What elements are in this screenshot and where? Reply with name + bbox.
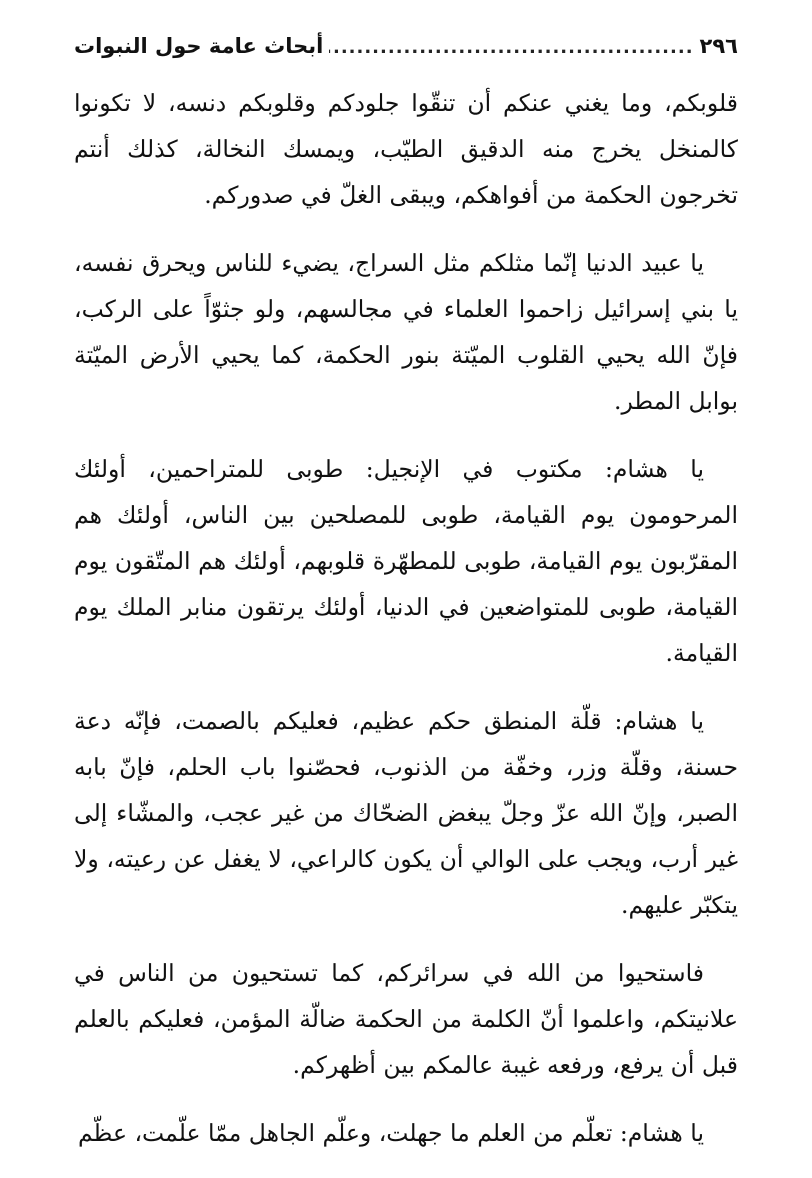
paragraph-1: قلوبكم، وما يغني عنكم أن تنقّوا جلودكم وقلوبكم دنسه، لا تكونوا كالمنخل يخرج منه الدقيق الطيّب، ويمسك النخالة، كذلك أنتم تخرجون الحكمة من أفواهكم، ويبقى الغلّ في صدوركم. [74,89,738,209]
book-page [74,34,738,1178]
paragraph-2: يا عبيد الدنيا إنّما مثلكم مثل السراج، يضيء للناس ويحرق نفسه، يا بني إسرائيل زاحموا العلماء في مجالسهم، ولو جثوّاً على الركب، فإنّ الله يحيي القلوب الميّتة بنور الحكمة، كما يحيي الأرض الميّتة بوابل المطر. [74,249,738,415]
header-leader-dots [329,37,693,58]
body-text [74,80,738,1156]
page-header [74,34,738,80]
paragraph-6: يا هشام: تعلّم من العلم ما جهلت، وعلّم الجاهل ممّا علّمت، عظّم [78,1119,704,1147]
paragraph-3: يا هشام: مكتوب في الإنجيل: طوبى للمتراحمين، أولئك المرحومون يوم القيامة، طوبى للمصلحين بين الناس، أولئك هم المقرّبون يوم القيامة، طوبى للمطهّرة قلوبهم، أولئك هم المتّقون يوم القيامة، طوبى للمتواضعين في الدنيا، أولئك يرتقون منابر الملك يوم القيامة. [74,455,738,667]
page-number: ٢٩٦ [699,34,738,58]
running-title: أبحاث عامة حول النبوات [74,34,324,58]
paragraph-4: يا هشام: قلّة المنطق حكم عظيم، فعليكم بالصمت، فإنّه دعة حسنة، وقلّة وزر، وخفّة من الذنوب، فحصّنوا باب الحلم، فإنّ بابه الصبر، وإنّ الله عزّ وجلّ يبغض الضحّاك من غير عجب، والمشّاء إلى غير أرب، ويجب على الوالي أن يكون كالراعي، لا يغفل عن رعيته، ولا يتكبّر عليهم. [74,707,738,919]
paragraph-5: فاستحيوا من الله في سرائركم، كما تستحيون من الناس في علانيتكم، واعلموا أنّ الكلمة من الحكمة ضالّة المؤمن، فعليكم بالعلم قبل أن يرفع، ورفعه غيبة عالمكم بين أظهركم. [74,959,738,1079]
